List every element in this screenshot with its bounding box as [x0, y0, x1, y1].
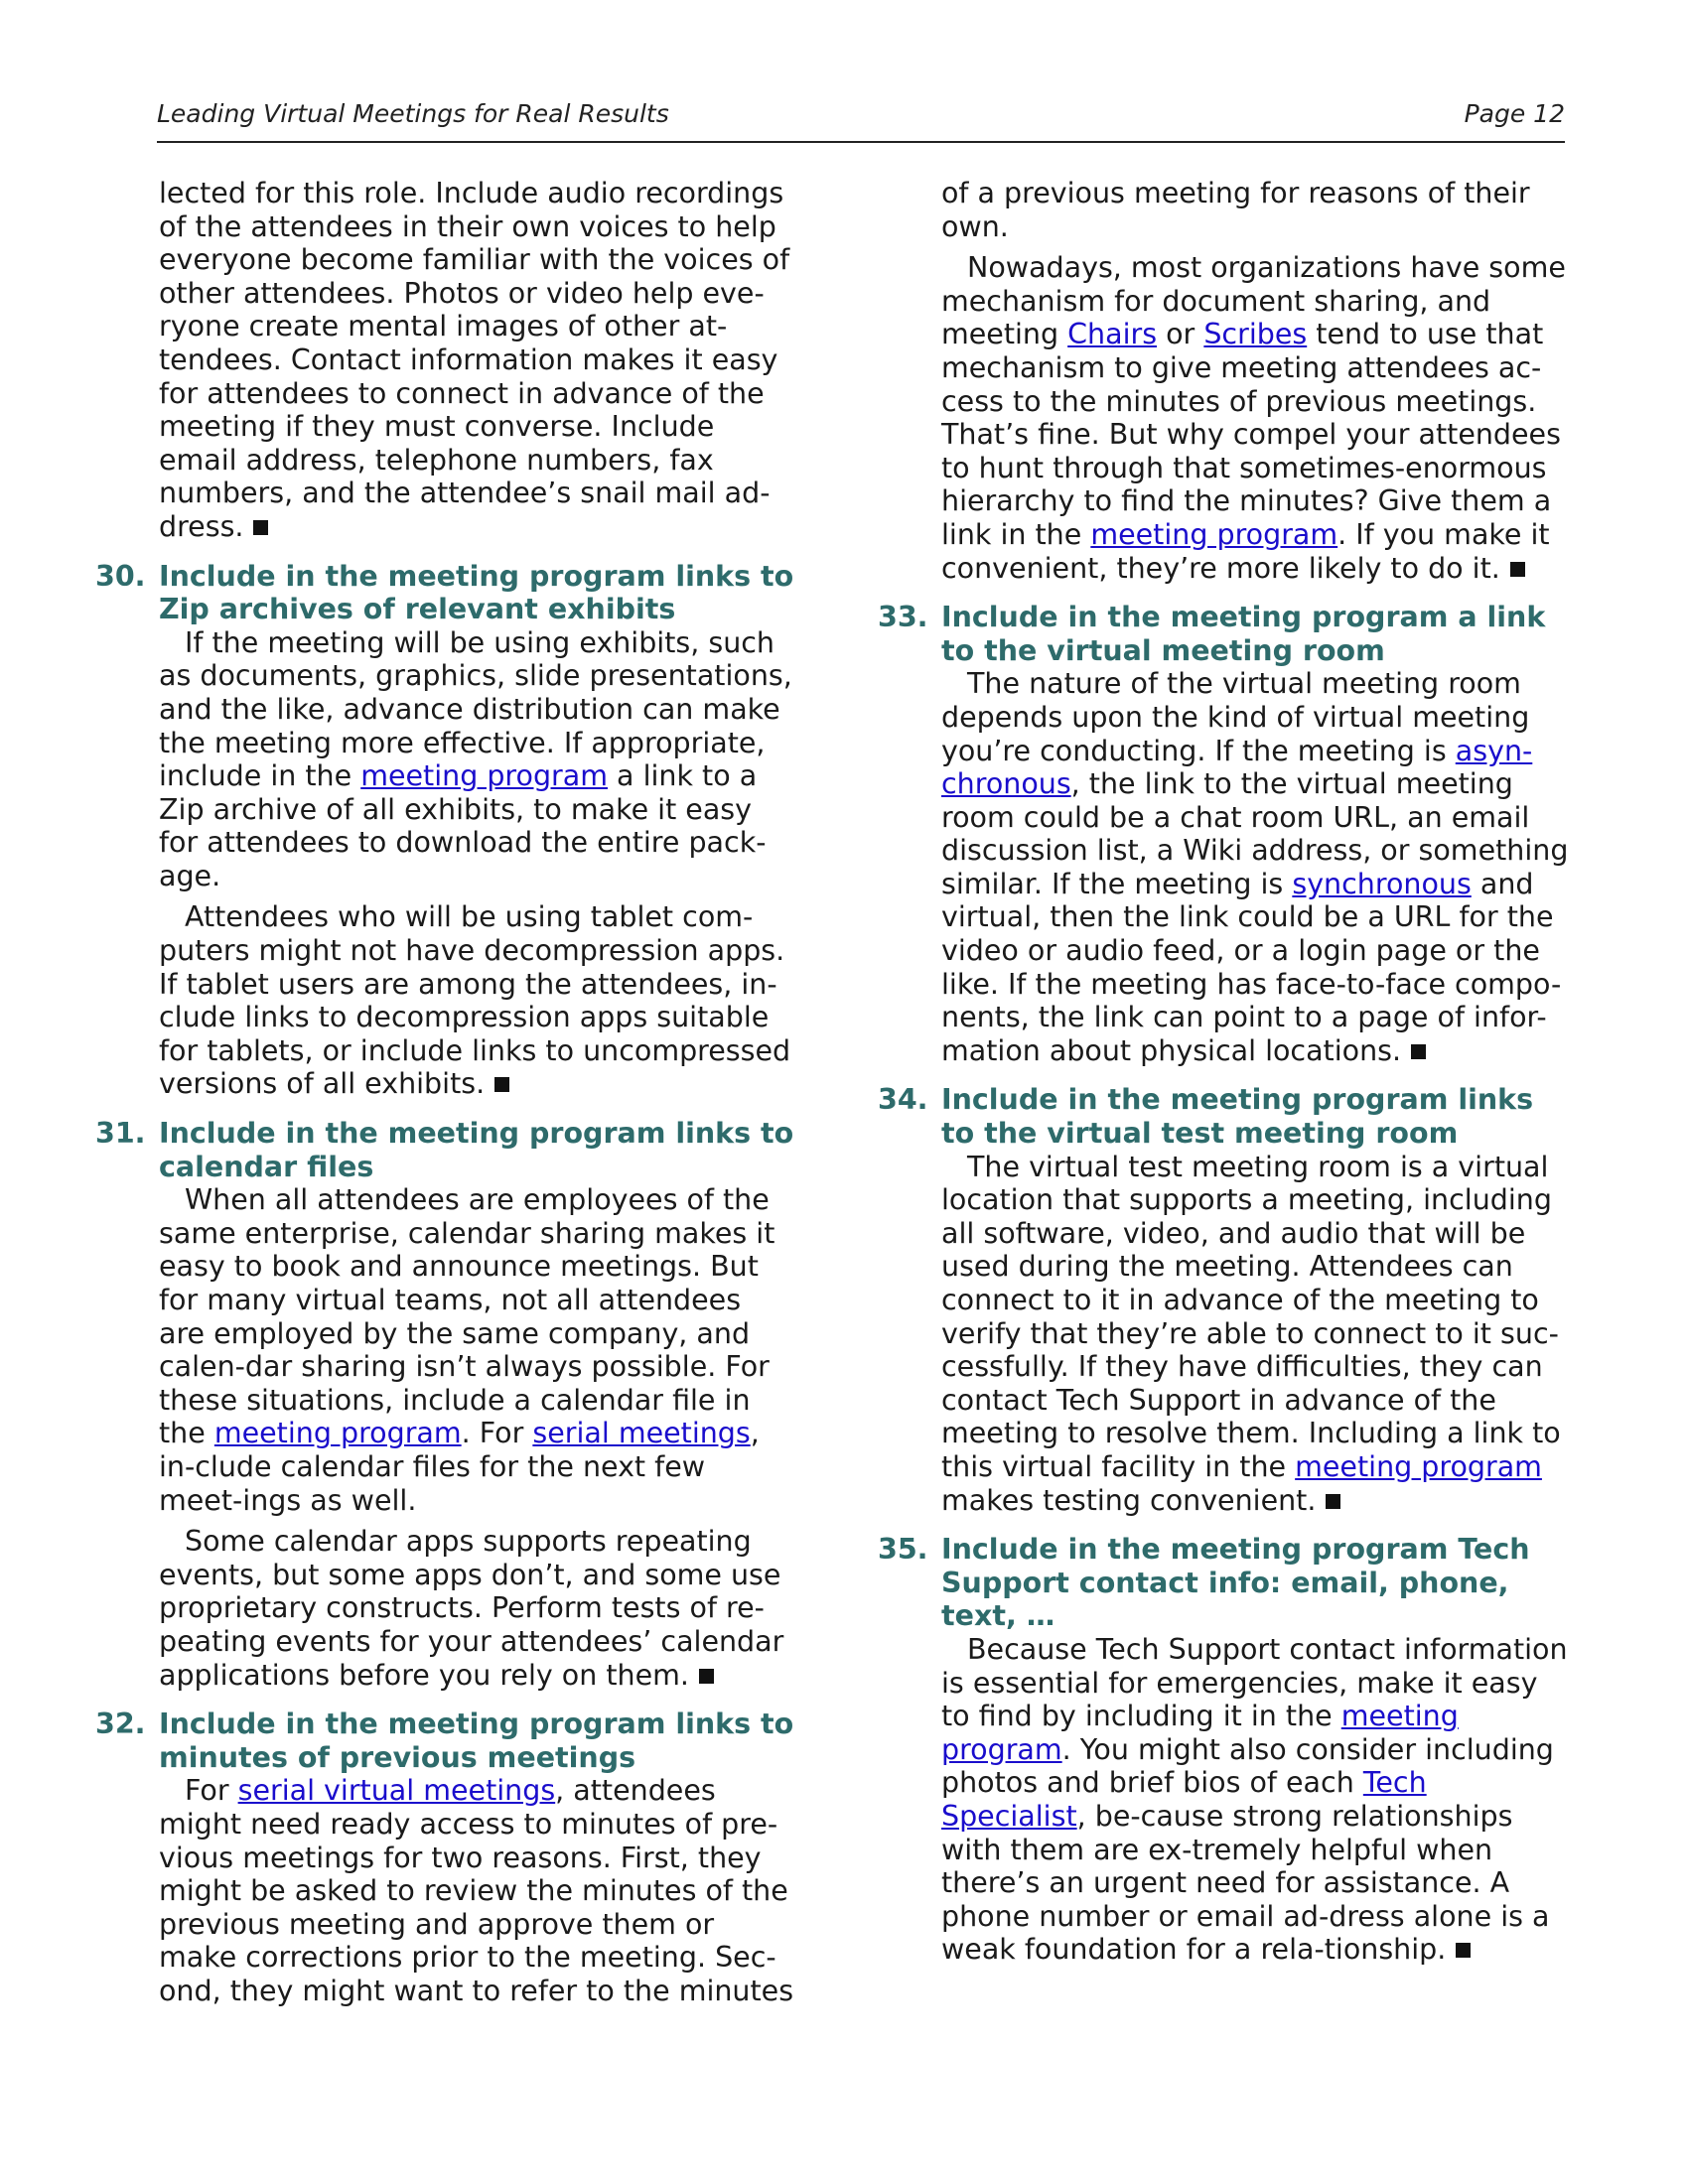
running-header [157, 95, 1565, 143]
item-number: 32. [95, 1707, 146, 1741]
document-title: Leading Virtual Meetings for Real Results [157, 99, 669, 128]
paragraph: If the meeting will be using exhibits, such as documents, graphics, slide presentations, and the like, advance distribution can make the meeting more effective. If appropriate, include in the meeting program a link to a Zip archive of all exhibits, to make it easy for attendees to download the entire pack-age. [159, 625, 792, 892]
end-mark-icon [1326, 1494, 1340, 1509]
chairs-link[interactable]: Chairs [1067, 318, 1158, 351]
serial-virtual-meetings-link[interactable]: serial virtual meetings [237, 1774, 556, 1808]
item-heading: 30. Include in the meeting program links to Zip archives of relevant exhibits [95, 559, 794, 626]
paragraph: For serial virtual meetings, attendees might need ready access to minutes of pre-vious meetings for two reasons. First, they might be asked to review the minutes of the previous meeting and approve them or make corrections prior to the meeting. Sec-ond, they might want to refer to the minutes [159, 1774, 794, 2007]
item-32 [95, 1707, 794, 2007]
right-column [878, 177, 1573, 1967]
paragraph: The nature of the virtual meeting room depends upon the kind of virtual meeting you’re conducting. If the meeting is asyn-chronous, the link to the virtual meeting room could be a chat room URL, an email discussion list, a Wiki address, or something similar. If the meeting is synchronous and virtual, then the link could be a URL for the video or audio feed, or a login page or the like. If the meeting has face-to-face compo-nents, the link can point to a page of infor-mation about physical locations. [941, 667, 1569, 1067]
item-35 [878, 1533, 1573, 1967]
item-number: 35. [878, 1533, 928, 1567]
meeting-program-link[interactable]: meeting program [1295, 1449, 1542, 1483]
tech-specialist-link[interactable]: Tech Specialist [941, 1766, 1427, 1833]
item-heading: 34. Include in the meeting program links to the virtual test meeting room [878, 1083, 1534, 1151]
item-heading: 31. Include in the meeting program links to calendar files [95, 1117, 794, 1183]
item-number: 31. [95, 1117, 146, 1151]
end-mark-icon [494, 1077, 509, 1092]
paragraph: Some calendar apps supports repeating events, but some apps don’t, and some use proprietary constructs. Perform tests of re-peating events for your attendees’ calendar applications before you rely on them. [159, 1525, 784, 1692]
scribes-link[interactable]: Scribes [1203, 318, 1308, 351]
item-30 [95, 559, 794, 1102]
meeting-program-link[interactable]: meeting program [360, 759, 608, 793]
synchronous-link[interactable]: synchronous [1292, 867, 1472, 900]
item-number: 30. [95, 559, 146, 593]
paragraph: Because Tech Support contact information is essential for emergencies, make it easy to find by including it in the meeting program. You might also consider including photos and brief bios of each Tech Specialist, be-cause strong relationships with them are ex-tremely helpful when there’s an urgent need for assistance. A phone number or email ad-dress alone is a weak foundation for a rela-tionship. [941, 1632, 1568, 1967]
serial-meetings-link[interactable]: serial meetings [532, 1417, 751, 1450]
item-31 [95, 1117, 794, 1692]
asynchronous-link[interactable]: asyn-chronous [941, 734, 1533, 801]
left-column [95, 177, 794, 2007]
item-34 [878, 1083, 1573, 1517]
end-mark-icon [1510, 562, 1525, 577]
continued-paragraph: lected for this role. Include audio recordings of the attendees in their own voices to help everyone become familiar with the voices of other attendees. Photos or video help eve-ryone create mental images of other at-tendees. Contact information makes it easy for attendees to connect in advance of the meeting if they must converse. Include email address, telephone numbers, fax numbers, and the attendee’s snail mail ad-dress. [159, 177, 790, 543]
meeting-program-link[interactable]: meeting program [941, 1700, 1459, 1766]
end-mark-icon [699, 1669, 714, 1684]
item-heading: 35. Include in the meeting program Tech Support contact info: email, phone, text, … [878, 1533, 1530, 1633]
item-heading: 33. Include in the meeting program a link to the virtual meeting room [878, 601, 1546, 667]
continued-paragraph: of a previous meeting for reasons of their own. [941, 177, 1530, 243]
item-heading: 32. Include in the meeting program links to minutes of previous meetings [95, 1707, 794, 1774]
meeting-program-link[interactable]: meeting program [213, 1417, 462, 1450]
page-number: Page 12 [1464, 99, 1565, 128]
paragraph: Nowadays, most organizations have some mechanism for document sharing, and meeting Chairs or Scribes tend to use that mechanism to give meeting attendees ac-cess to the minutes of previous meetings. That’s fine. But why compel your attendees to hunt through that sometimes-enormous hierarchy to find the minutes? Give them a link in the meeting program. If you make it convenient, they’re more likely to do it. [941, 251, 1566, 585]
meeting-program-link[interactable]: meeting program [1090, 517, 1338, 551]
end-mark-icon [253, 520, 268, 535]
item-number: 34. [878, 1083, 928, 1117]
paragraph: Attendees who will be using tablet com-puters might not have decompression apps. If tablet users are among the attendees, in-clude links to decompression apps suitable for tablets, or include links to uncompressed versions of all exhibits. [159, 900, 791, 1101]
paragraph: The virtual test meeting room is a virtual location that supports a meeting, including all software, video, and audio that will be used during the meeting. Attendees can connect to it in advance of the meeting to verify that they’re able to connect to it suc-cessfully. If they have difficulties, they can contact Tech Support in advance of the meeting to resolve them. Including a link to this virtual facility in the meeting program makes testing convenient. [941, 1150, 1561, 1517]
end-mark-icon [1411, 1044, 1426, 1059]
item-number: 33. [878, 601, 928, 634]
item-33 [878, 601, 1573, 1067]
end-mark-icon [1456, 1943, 1471, 1958]
paragraph: When all attendees are employees of the same enterprise, calendar sharing makes it easy to book and announce meetings. But for many virtual teams, not all attendees are employed by the same company, and calen-dar sharing isn’t always possible. For these situations, include a calendar file in the meeting program. For serial meetings, in-clude calendar files for the next few meet-ings as well. [159, 1183, 775, 1517]
